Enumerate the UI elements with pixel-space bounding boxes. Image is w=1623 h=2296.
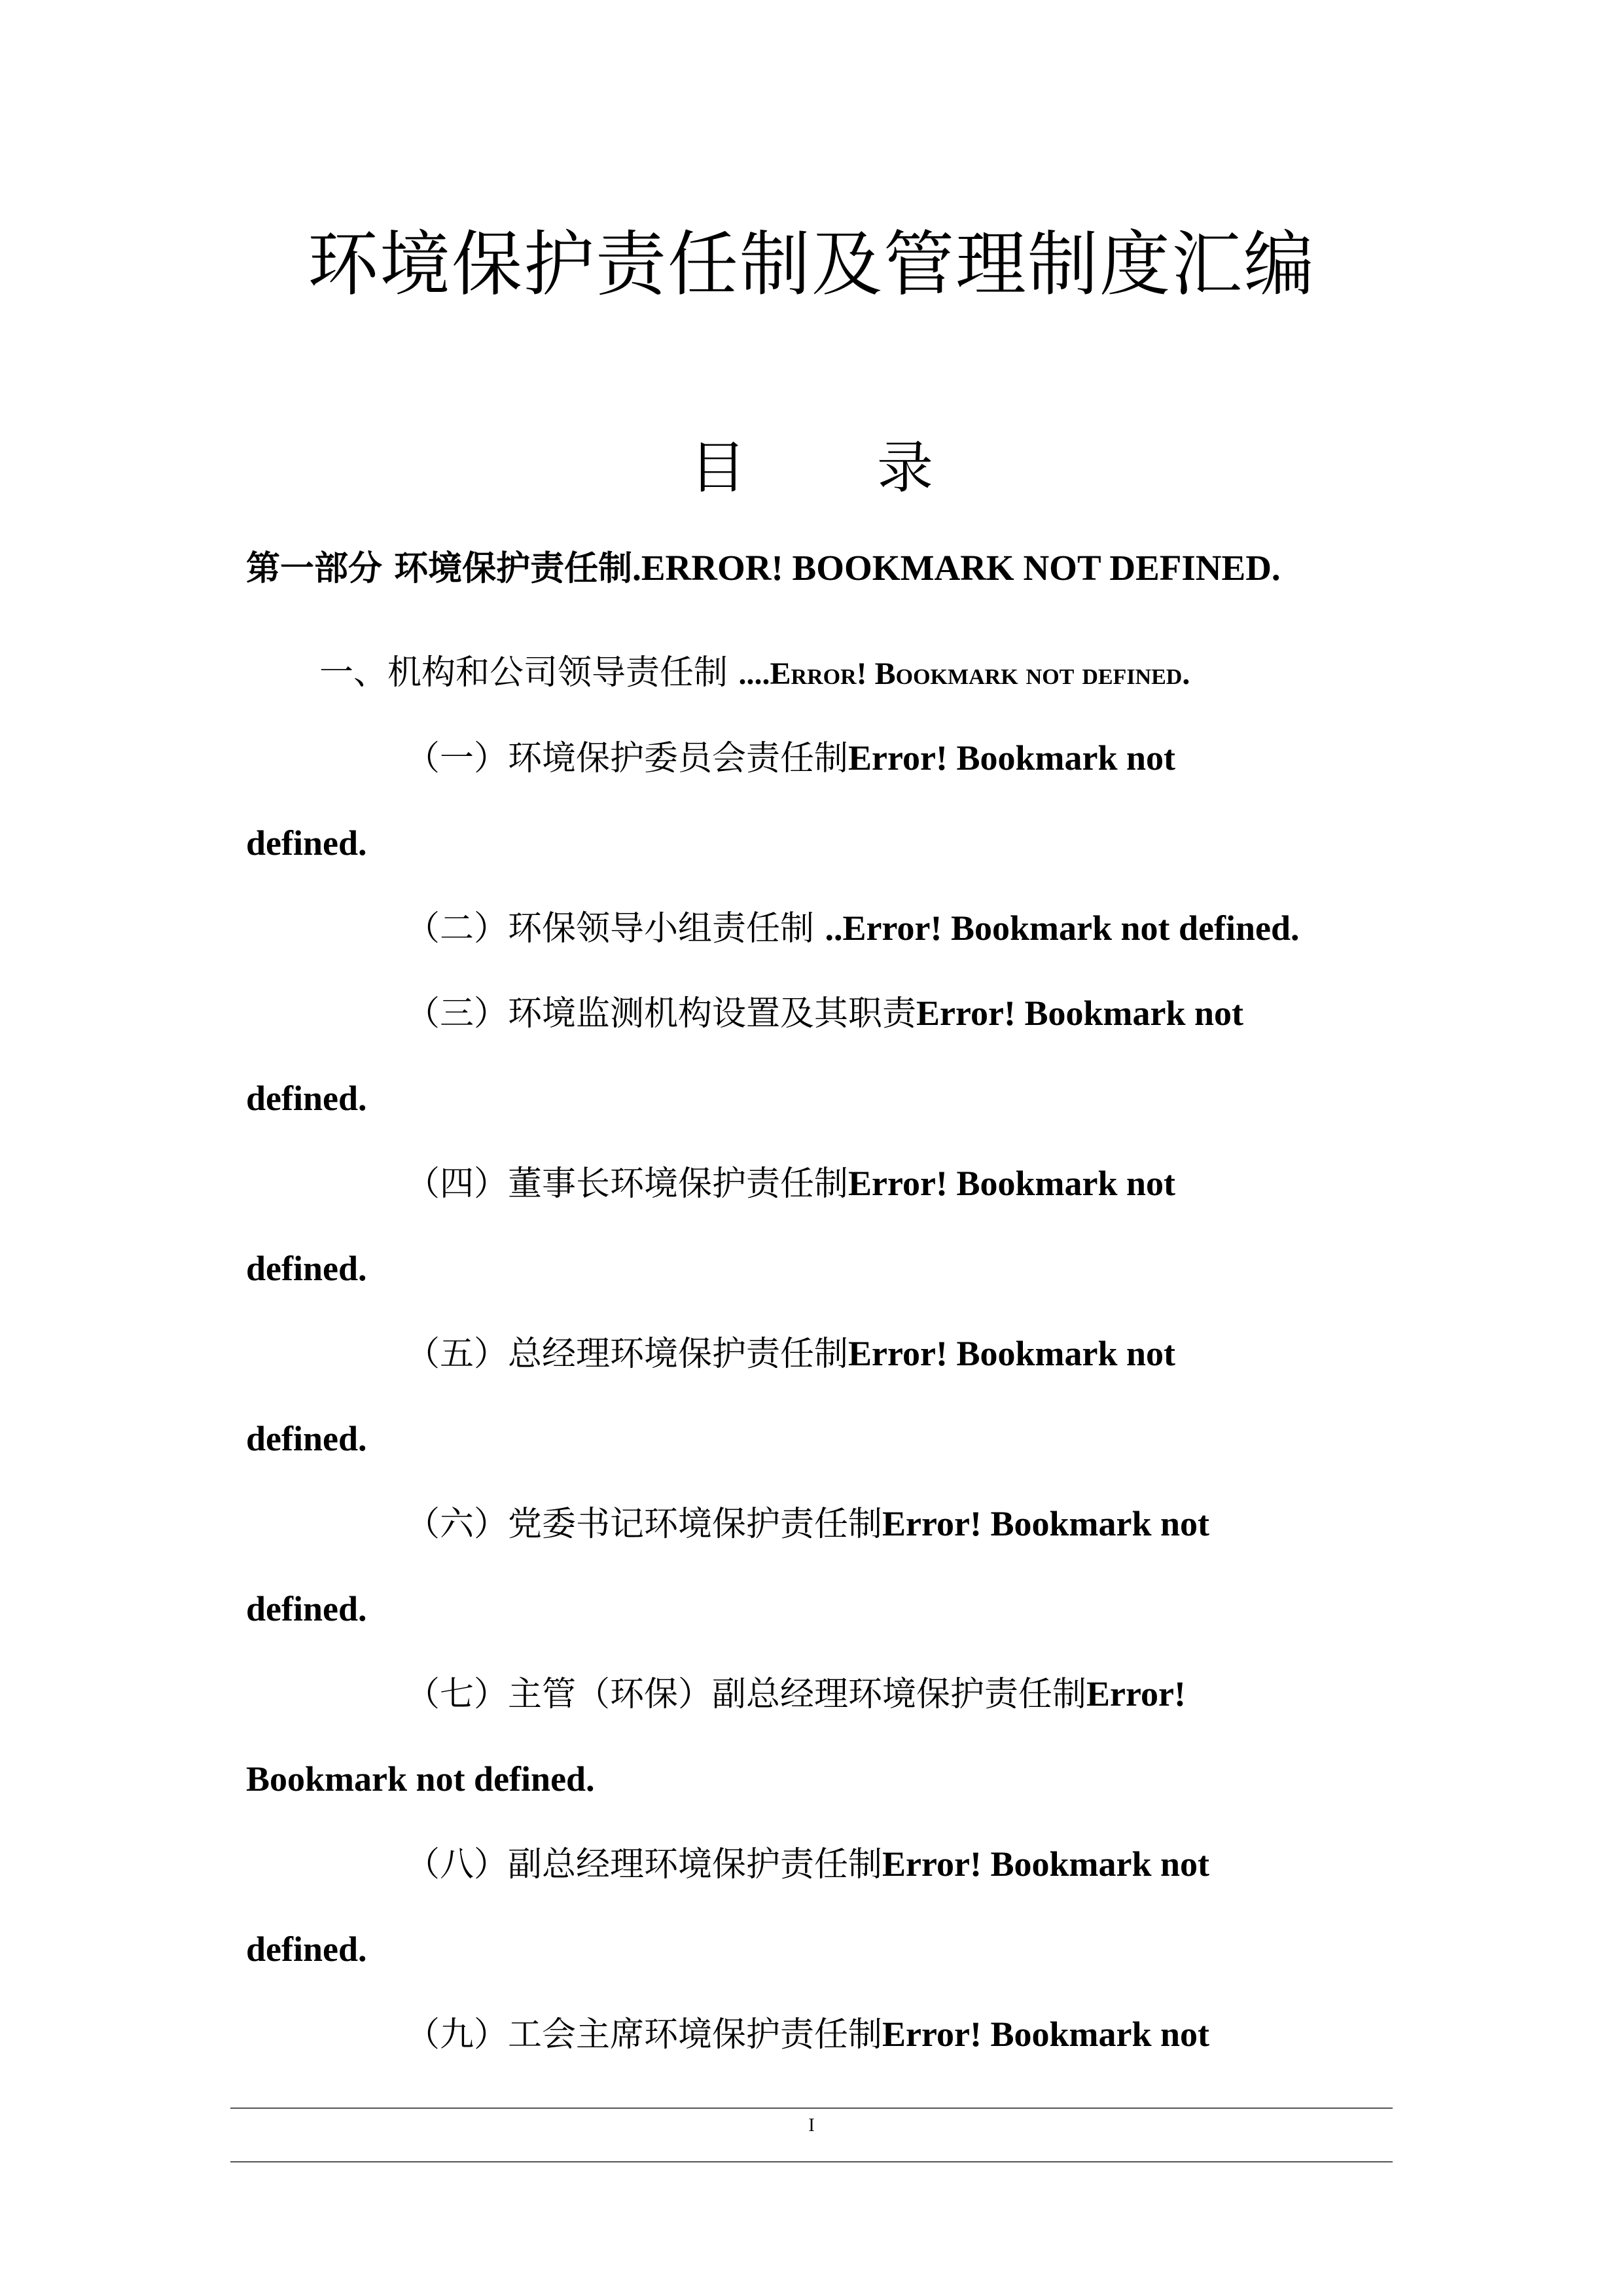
toc-entry-title: （八）副总经理环境保护责任制 xyxy=(406,1845,883,1884)
toc-entry-title: （二）环保领导小组责任制 xyxy=(406,909,825,948)
toc-entry-error: Error! Bookmark not defined. xyxy=(770,656,1190,691)
toc-entry-title: （七）主管（环保）副总经理环境保护责任制 xyxy=(406,1675,1087,1714)
toc-entry-leader: .. xyxy=(825,908,843,948)
toc-entry-title: （九）工会主席环境保护责任制 xyxy=(406,2015,883,2054)
toc-entry-error: Error! Bookmark not xyxy=(882,1844,1209,1884)
toc-entry-title: （一）环境保护委员会责任制 xyxy=(406,739,849,778)
toc-entry-error-cont: defined. xyxy=(246,1079,367,1118)
toc-entry-leader: . xyxy=(632,548,641,588)
toc-entry-error: Error! Bookmark not xyxy=(848,1334,1175,1373)
toc-entry-item-8[interactable] xyxy=(406,1838,1209,1899)
toc-entry-error-cont: defined. xyxy=(246,1249,367,1288)
toc-entry-item-7-wrap[interactable] xyxy=(246,1753,595,1814)
toc-entry-error-cont: Bookmark not defined. xyxy=(246,1759,595,1799)
toc-entry-error-cont: defined. xyxy=(246,1419,367,1458)
toc-entry-item-8-wrap[interactable] xyxy=(246,1923,367,1984)
footer-bottom-rule xyxy=(230,2161,1393,2162)
toc-entry-item-4-wrap[interactable] xyxy=(246,1242,367,1303)
page-number: I xyxy=(808,2115,815,2136)
toc-entry-item-1-wrap[interactable] xyxy=(246,817,367,878)
toc-heading-char-2: 录 xyxy=(877,435,933,501)
toc-entry-section-1[interactable] xyxy=(319,647,1190,707)
footer-top-rule xyxy=(230,2108,1393,2109)
toc-entry-item-6-wrap[interactable] xyxy=(246,1583,367,1643)
toc-entry-item-4[interactable] xyxy=(406,1157,1175,1218)
toc-entry-title: （六）党委书记环境保护责任制 xyxy=(406,1505,883,1544)
toc-entry-item-6[interactable] xyxy=(406,1498,1209,1558)
toc-entry-leader: .... xyxy=(738,656,770,691)
toc-entry-error: Error! Bookmark not xyxy=(848,1164,1175,1203)
toc-entry-item-7[interactable] xyxy=(406,1668,1186,1729)
toc-entry-error: ERROR! BOOKMARK NOT DEFINED. xyxy=(641,548,1281,588)
toc-entry-item-3-wrap[interactable] xyxy=(246,1072,367,1133)
toc-entry-error: Error! Bookmark not xyxy=(882,2015,1209,2054)
toc-entry-title: （三）环境监测机构设置及其职责 xyxy=(406,994,917,1033)
document-title: 环境保护责任制及管理制度汇编 xyxy=(307,224,1315,306)
toc-entry-error: Error! xyxy=(1086,1674,1186,1713)
toc-entry-error-cont: defined. xyxy=(246,823,367,863)
toc-entry-title: （五）总经理环境保护责任制 xyxy=(406,1335,849,1374)
toc-entry-item-5[interactable] xyxy=(406,1327,1175,1388)
toc-entry-error-cont: defined. xyxy=(246,1929,367,1969)
toc-entry-error: Error! Bookmark not xyxy=(848,738,1175,778)
toc-entry-title: （四）董事长环境保护责任制 xyxy=(406,1164,849,1204)
toc-entry-title: 一、机构和公司领导责任制 xyxy=(319,653,739,692)
toc-entry-error: Error! Bookmark not xyxy=(882,1504,1209,1543)
toc-entry-item-3[interactable] xyxy=(406,987,1243,1048)
toc-entry-item-2[interactable] xyxy=(406,902,1300,963)
toc-entry-item-9[interactable] xyxy=(406,2008,1209,2069)
toc-entry-part-1[interactable] xyxy=(246,542,1281,603)
toc-heading-char-1: 目 xyxy=(690,435,746,501)
toc-entry-item-5-wrap[interactable] xyxy=(246,1412,367,1473)
toc-entry-error-cont: defined. xyxy=(246,1589,367,1628)
toc-entry-title: 第一部分 环境保护责任制 xyxy=(246,548,633,588)
toc-entry-error: Error! Bookmark not xyxy=(916,994,1243,1033)
toc-entry-error: Error! Bookmark not defined. xyxy=(842,908,1300,948)
toc-heading xyxy=(0,425,1623,511)
toc-entry-item-1[interactable] xyxy=(406,732,1175,793)
